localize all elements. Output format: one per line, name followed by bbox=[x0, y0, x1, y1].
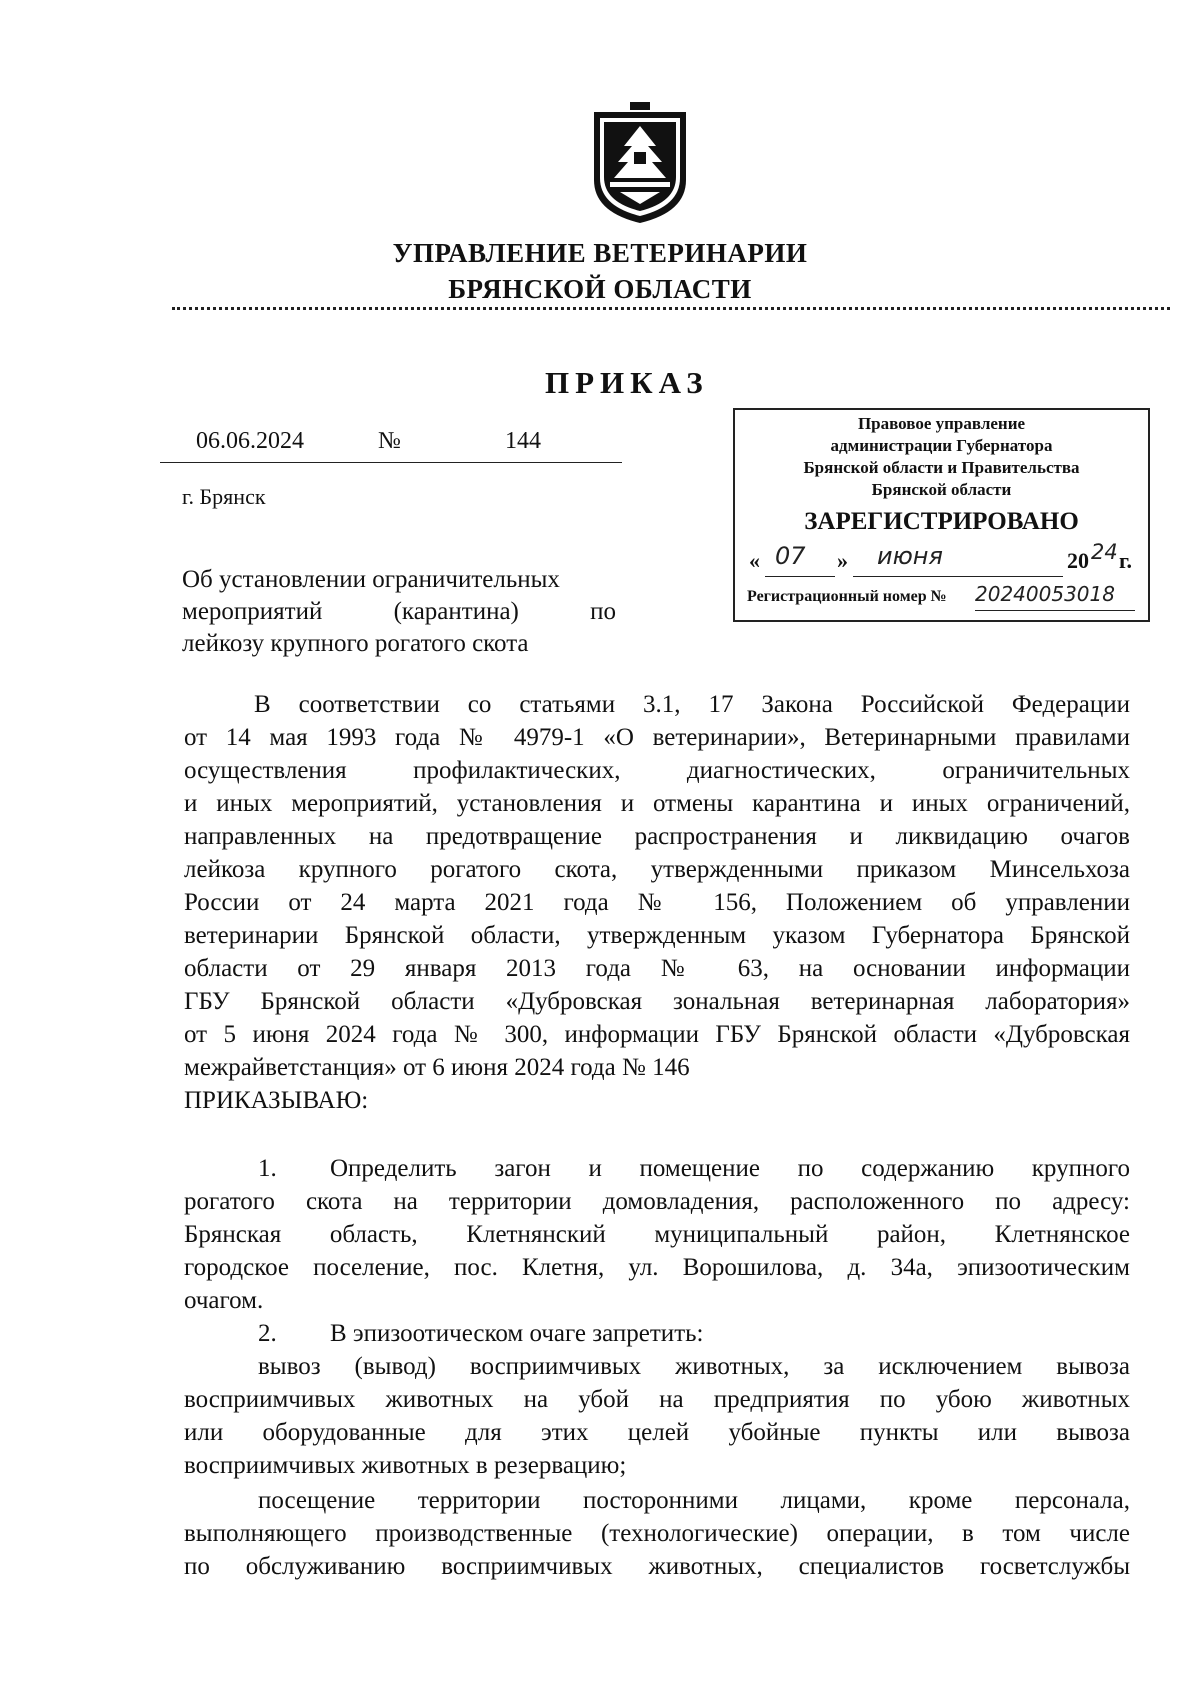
stamp-quote-close: » bbox=[837, 548, 848, 573]
item-subclause-line: или оборудованные для этих целей убойные пункты или вывоза bbox=[184, 1419, 1130, 1446]
item-line: Определить загон и помещение по содержанию крупного bbox=[330, 1155, 1130, 1182]
stamp-reg-label: Регистрационный номер № bbox=[747, 588, 947, 605]
dotted-divider bbox=[172, 307, 1170, 310]
subject-line: лейкозу крупного рогатого скота bbox=[182, 630, 529, 657]
date-number-underline bbox=[160, 462, 622, 463]
item-subclause-line: восприимчивых животных на убой на предприятия по убою животных bbox=[184, 1386, 1130, 1413]
stamp-status: ЗАРЕГИСТРИРОВАНО bbox=[804, 508, 1079, 535]
number-sign: № bbox=[378, 428, 401, 454]
order-number: 144 bbox=[505, 428, 541, 454]
preamble-line: лейкоза крупного рогатого скота, утвержденными приказом Минсельхоза bbox=[184, 856, 1130, 883]
stamp-org-line: Брянской области и Правительства bbox=[803, 458, 1080, 477]
item-subclause-line: по обслуживанию восприимчивых животных, специалистов госветслужбы bbox=[184, 1553, 1130, 1580]
item-line: очагом. bbox=[184, 1287, 264, 1314]
item-subclause-line: восприимчивых животных в резервацию; bbox=[184, 1452, 627, 1479]
item-subclause-line: посещение территории посторонними лицами, кроме персонала, bbox=[258, 1487, 1130, 1514]
item-number: 1. bbox=[258, 1155, 277, 1182]
preamble-line: и иных мероприятий, установления и отмены карантина и иных ограничений, bbox=[184, 790, 1130, 817]
preamble-line: области от 29 января 2013 года № 63, на основании информации bbox=[184, 955, 1130, 982]
document-type-title: ПРИКАЗ bbox=[545, 365, 709, 400]
order-date: 06.06.2024 bbox=[196, 428, 304, 454]
preamble-line: ветеринарии Брянской области, утвержденным указом Губернатора Брянской bbox=[184, 922, 1130, 949]
stamp-org-line: Брянской области bbox=[871, 480, 1012, 499]
subject-line: мероприятий (карантина) по bbox=[182, 598, 616, 625]
registration-stamp bbox=[733, 408, 1150, 622]
preamble-line: В соответствии со статьями 3.1, 17 Закона Российской Федерации bbox=[254, 691, 1130, 718]
stamp-reg-blank bbox=[975, 610, 1135, 611]
stamp-year-prefix: 20 bbox=[1067, 548, 1089, 573]
item-subclause-line: выполняющего производственные (технологические) операции, в том числе bbox=[184, 1520, 1130, 1547]
preamble-line: России от 24 марта 2021 года № 156, Положением об управлении bbox=[184, 889, 1130, 916]
stamp-quote-open: « bbox=[749, 548, 760, 573]
stamp-org-line: администрации Губернатора bbox=[830, 436, 1053, 455]
stamp-month: июня bbox=[877, 542, 943, 570]
item-number: 2. bbox=[258, 1320, 277, 1347]
preamble-line: от 14 мая 1993 года № 4979-1 «О ветеринарии», Ветеринарными правилами bbox=[184, 724, 1130, 751]
preamble-line: направленных на предотвращение распространения и ликвидацию очагов bbox=[184, 823, 1130, 850]
item-line: рогатого скота на территории домовладения, расположенного по адресу: bbox=[184, 1188, 1130, 1215]
subject-line: Об установлении ограничительных bbox=[182, 566, 560, 593]
agency-name-line1: УПРАВЛЕНИЕ ВЕТЕРИНАРИИ bbox=[392, 238, 808, 268]
item-lead: В эпизоотическом очаге запретить: bbox=[330, 1320, 704, 1347]
item-subclause-line: вывоз (вывод) восприимчивых животных, за исключением вывоза bbox=[258, 1353, 1130, 1380]
city-label: г. Брянск bbox=[182, 484, 266, 509]
item-line: Брянская область, Клетнянский муниципальный район, Клетнянское bbox=[184, 1221, 1130, 1248]
order-word: ПРИКАЗЫВАЮ: bbox=[184, 1087, 369, 1114]
stamp-org-line: Правовое управление bbox=[857, 414, 1026, 433]
preamble-line: межрайветстанция» от 6 июня 2024 года № 146 bbox=[184, 1054, 690, 1081]
preamble-line: осуществления профилактических, диагностических, ограничительных bbox=[184, 757, 1130, 784]
preamble-line: от 5 июня 2024 года № 300, информации ГБУ Брянской области «Дубровская bbox=[184, 1021, 1130, 1048]
stamp-day: 07 bbox=[775, 542, 806, 570]
stamp-day-blank bbox=[765, 576, 835, 577]
item-line: городское поселение, пос. Клетня, ул. Ворошилова, д. 34а, эпизоотическим bbox=[184, 1254, 1130, 1281]
preamble-line: ГБУ Брянской области «Дубровская зональная ветеринарная лаборатория» bbox=[184, 988, 1130, 1015]
stamp-month-blank bbox=[853, 576, 1063, 577]
agency-name-line2: БРЯНСКОЙ ОБЛАСТИ bbox=[448, 274, 752, 304]
stamp-reg-number: 20240053018 bbox=[975, 582, 1115, 606]
stamp-year-unit: г. bbox=[1119, 548, 1133, 573]
stamp-year-suffix: 24 bbox=[1091, 540, 1118, 564]
coat-of-arms-icon bbox=[590, 100, 690, 225]
